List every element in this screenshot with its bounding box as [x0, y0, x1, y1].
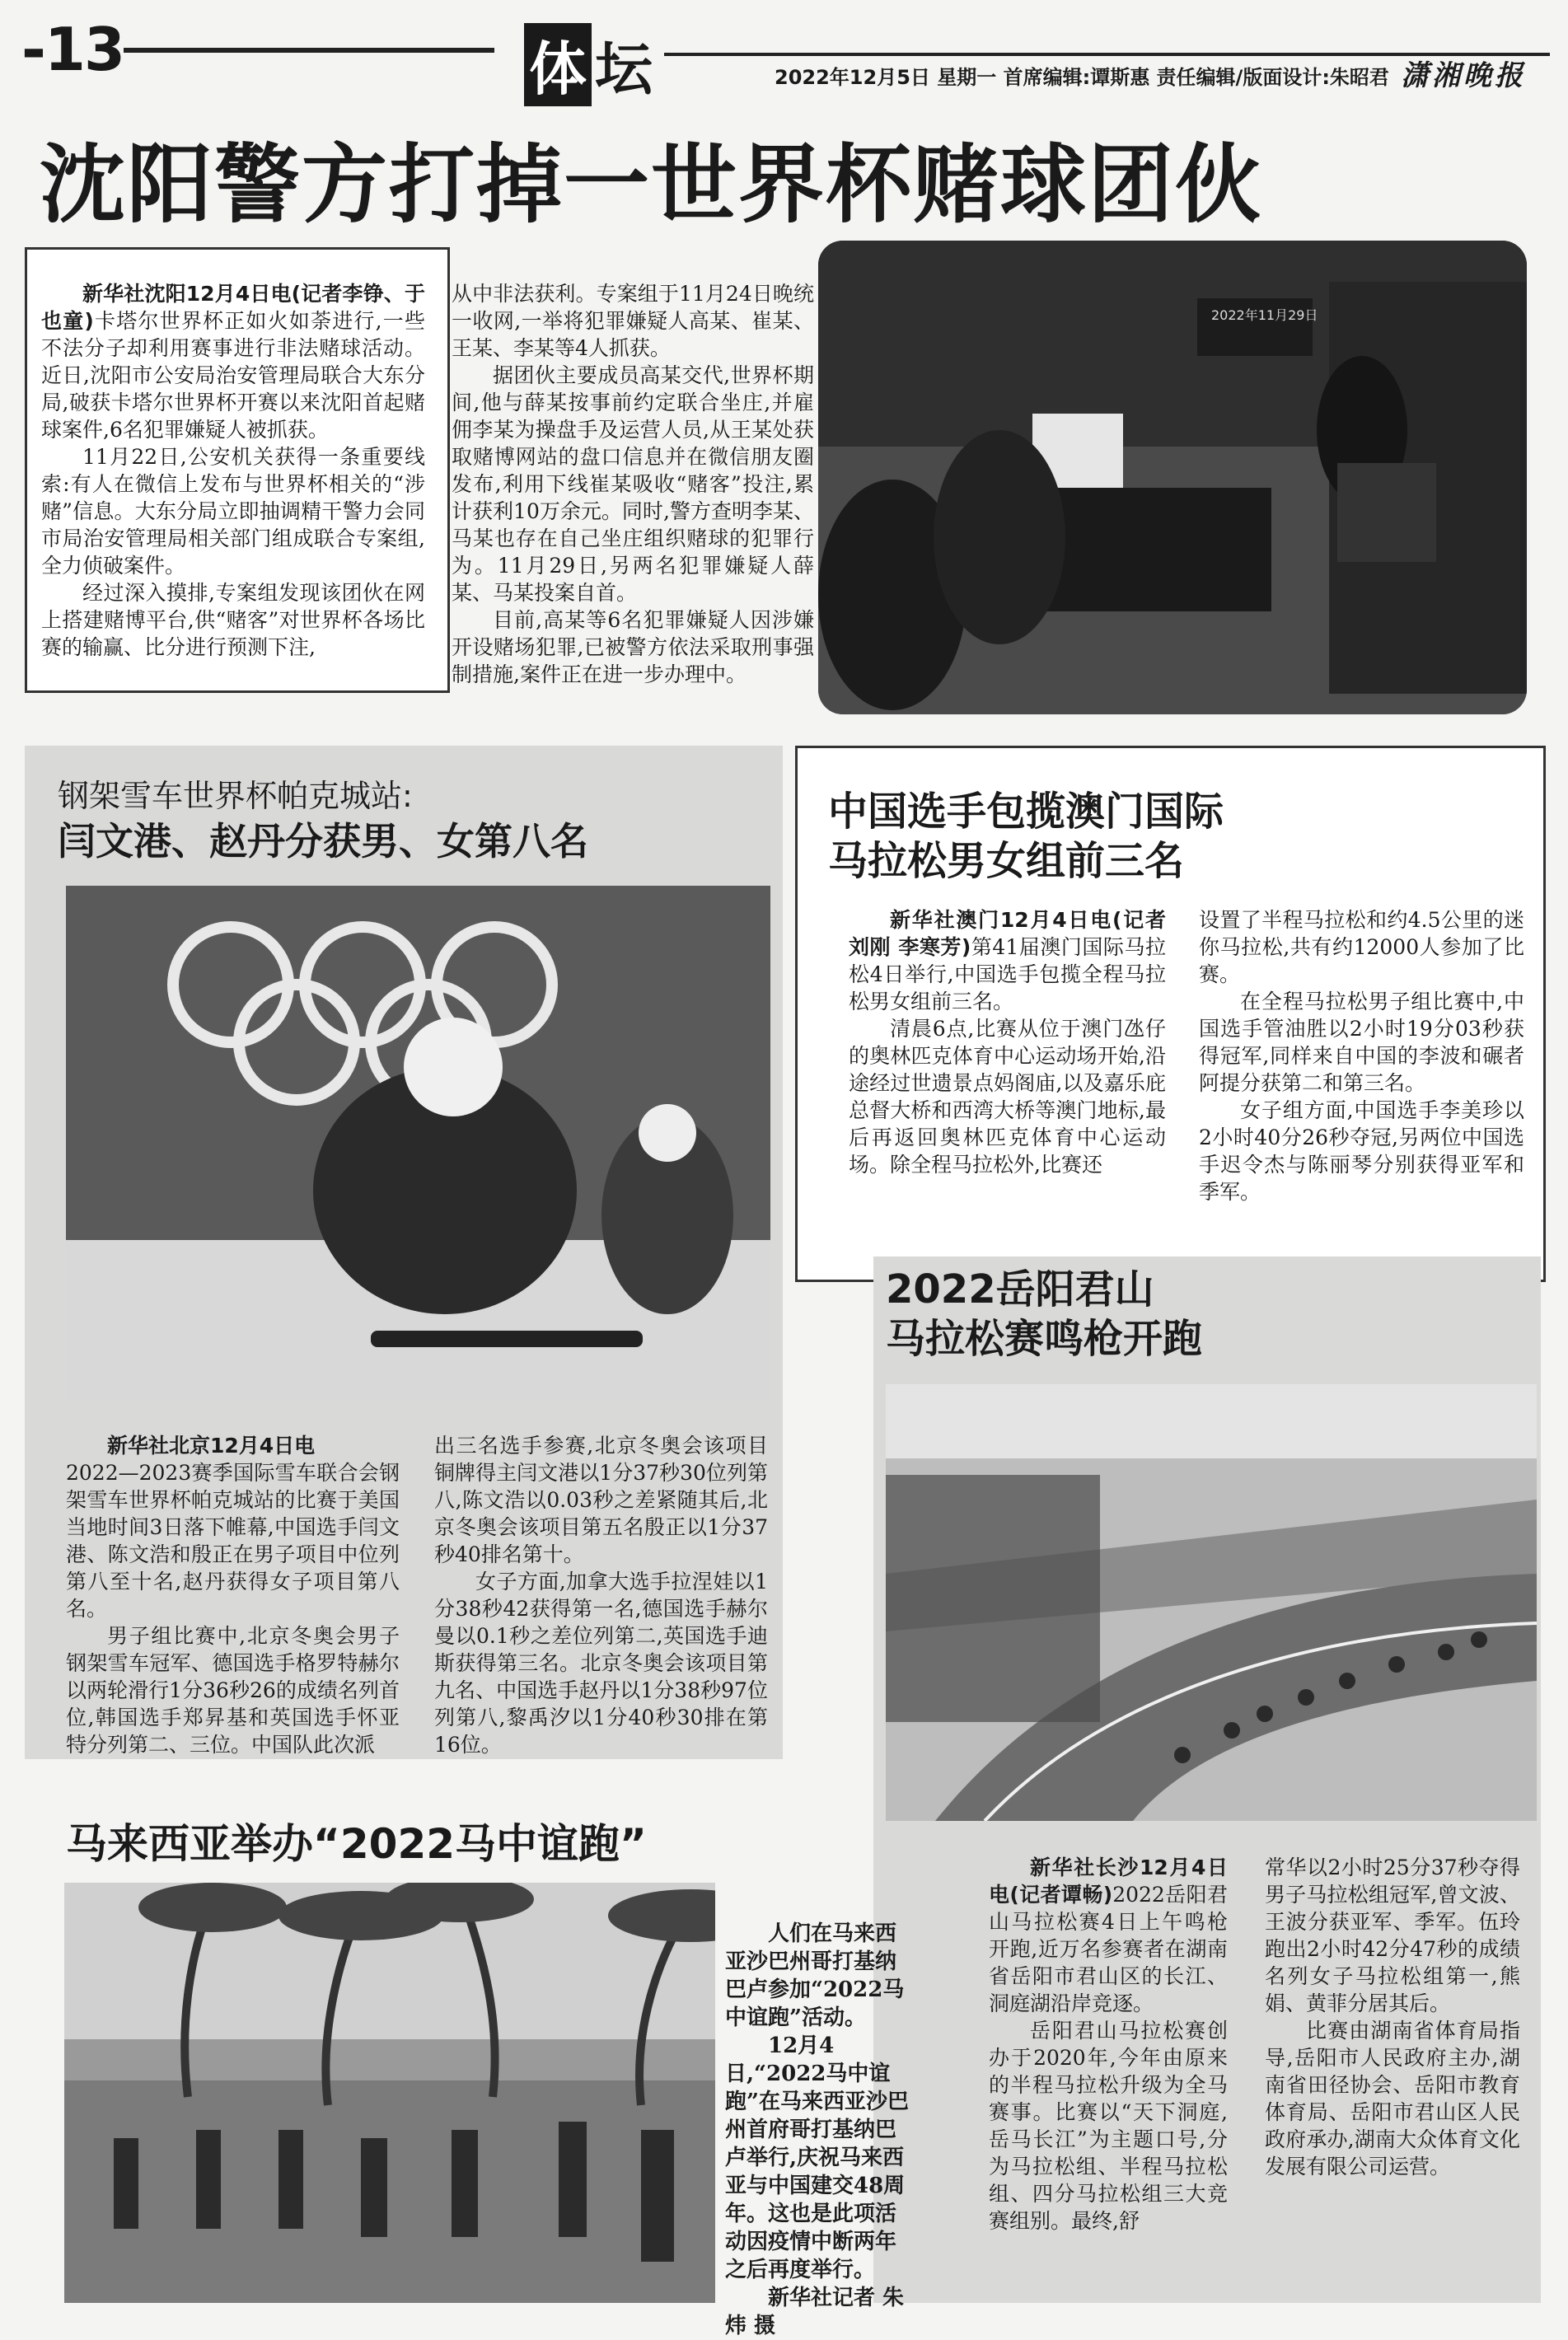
lead-col-1	[41, 280, 425, 661]
skeleton-para-3: 出三名选手参赛,北京冬奥会该项目铜牌得主闫文港以1分37秒30位列第八,陈文浩以0.03秒之差紧随其后,北京冬奥会该项目第五名殷正以1分37秒40排名第十。	[434, 1434, 768, 1566]
yueyang-para-2: 岳阳君山马拉松赛创办于2020年,今年由原来的半程马拉松升级为全马赛事。比赛以“天下洞庭,岳马长江”为主题口号,分为马拉松组、半程马拉松组、四分马拉松组三大竞赛组别。最终,舒	[989, 2019, 1228, 2233]
lead-headline: 沈阳警方打掉一世界杯赌球团伙	[40, 134, 1263, 235]
yueyang-para-3: 常华以2小时25分37秒夺得男子马拉松组冠军,曾文波、王波分获亚军、季军。伍玲跑出2小时42分47秒的成绩名列女子马拉松组第一,熊娟、黄菲分居其后。	[1265, 1856, 1520, 2015]
skeleton-para-1: 2022—2023赛季国际雪车联合会钢架雪车世界杯帕克城站的比赛于美国当地时间3日落下帷幕,中国选手闫文港、陈文浩和殷正在男子项目中位列第八至十名,赵丹获得女子项目第八名。	[66, 1461, 400, 1621]
yueyang-col-1	[989, 1854, 1228, 2235]
yueyang-col-2	[1265, 1854, 1520, 2180]
skeleton-photo	[66, 886, 770, 1401]
lead-para-4: 从中非法获利。专案组于11月24日晚统一收网,一举将犯罪嫌疑人高某、崔某、王某、李某等4人抓获。	[452, 282, 814, 360]
skeleton-col-2	[434, 1432, 768, 1758]
malaysia-caption-1: 人们在马来西亚沙巴州哥打基纳巴卢参加“2022马中谊跑”活动。	[725, 1921, 905, 2030]
date-line: 2022年12月5日 星期一 首席编辑:谭斯惠 责任编辑/版面设计:朱昭君	[775, 66, 1389, 89]
macau-headline	[828, 787, 1224, 886]
macau-headline-line-2: 马拉松男女组前三名	[828, 838, 1185, 884]
skeleton-para-4: 女子方面,加拿大选手拉涅娃以1分38秒42获得第一名,德国选手赫尔曼以0.1秒之差位列第二,英国选手迪斯获得第三名。北京冬奥会该项目第九名、中国选手赵丹以1分38秒97位列第八,黎禹汐以1分40秒30排在第16位。	[434, 1570, 768, 1757]
lead-para-6: 目前,高某等6名犯罪嫌疑人因涉嫌开设赌场犯罪,已被警方依法采取刑事强制措施,案件正在进一步办理中。	[452, 608, 814, 686]
yueyang-headline-line-2: 马拉松赛鸣枪开跑	[886, 1316, 1203, 1362]
skeleton-kicker: 钢架雪车世界杯帕克城站:	[58, 778, 413, 814]
lead-photo-interrogation	[818, 241, 1527, 714]
yueyang-headline	[886, 1265, 1202, 1364]
yueyang-photo	[886, 1384, 1537, 1821]
skeleton-para-2: 男子组比赛中,北京冬奥会男子钢架雪车冠军、德国选手格罗特赫尔以两轮滑行1分36秒26的成绩名列首位,韩国选手郑昇基和英国选手怀亚特分列第二、三位。中国队此次派	[66, 1624, 400, 1757]
macau-col-2	[1199, 906, 1524, 1205]
macau-col-1	[849, 906, 1166, 1178]
lead-para-1: 卡塔尔世界杯正如火如荼进行,一些不法分子却利用赛事进行非法赌球活动。近日,沈阳市公安局治安管理局联合大东分局,破获卡塔尔世界杯开赛以来沈阳首起赌球案件,6名犯罪嫌疑人被抓获。	[41, 309, 425, 442]
yueyang-headline-line-1: 2022岳阳君山	[886, 1266, 1154, 1313]
header-rule-left	[124, 48, 494, 53]
lead-para-3: 经过深入摸排,专案组发现该团伙在网上搭建赌博平台,供“赌客”对世界杯各场比赛的输赢、比分进行预测下注,	[41, 581, 425, 659]
section-char-2: 坛	[595, 35, 653, 103]
section-title	[524, 23, 653, 106]
macau-para-5: 女子组方面,中国选手李美珍以2小时40分26秒夺冠,另两位中国选手迟令杰与陈丽琴分别获得亚军和季军。	[1199, 1098, 1524, 1204]
skeleton-headline: 闫文港、赵丹分获男、女第八名	[58, 819, 588, 863]
malaysia-caption	[725, 1920, 910, 2340]
section-char-1: 体	[524, 23, 592, 106]
macau-para-1: 第41届澳门国际马拉松4日举行,中国选手包揽全程马拉松男女组前三名。	[849, 935, 1166, 1013]
malaysia-photo	[64, 1883, 715, 2303]
lead-col-2	[452, 280, 814, 688]
paper-logo: 潇湘晚报	[1401, 59, 1526, 92]
malaysia-caption-2: 12月4日,“2022马中谊跑”在马来西亚沙巴州首府哥打基纳巴卢举行,庆祝马来西亚与中国建交48周年。这也是此项活动因疫情中断两年之后再度举行。	[725, 2033, 909, 2282]
yueyang-para-4: 比赛由湖南省体育局指导,岳阳市人民政府主办,湖南省田径协会、岳阳市教育体育局、岳阳市君山区人民政府承办,湖南大众体育文化发展有限公司运营。	[1265, 2019, 1520, 2179]
macau-dateline: 新华社澳门12月4日电(记者刘刚 李寒芳)	[849, 908, 1166, 959]
malaysia-headline: 马来西亚举办“2022马中谊跑”	[66, 1820, 647, 1868]
yueyang-para-1: 2022岳阳君山马拉松赛4日上午鸣枪开跑,近万名参赛者在湖南省岳阳市君山区的长江、洞庭湖沿岸竞逐。	[989, 1883, 1228, 2015]
lead-dateline: 新华社沈阳12月4日电(记者李铮、于也童)	[41, 282, 425, 333]
malaysia-credit: 新华社记者 朱炜 摄	[725, 2286, 905, 2338]
lead-para-2: 11月22日,公安机关获得一条重要线索:有人在微信上发布与世界杯相关的“涉赌”信息。大东分局立即抽调精干警力会同市局治安管理局相关部门组成联合专案组,全力侦破案件。	[41, 445, 425, 578]
macau-para-2: 清晨6点,比赛从位于澳门氹仔的奥林匹克体育中心运动场开始,沿途经过世遗景点妈阁庙,以及嘉乐庇总督大桥和西湾大桥等澳门地标,最后再返回奥林匹克体育中心运动场。除全程马拉松外,比赛还	[849, 1017, 1166, 1177]
lead-para-5: 据团伙主要成员高某交代,世界杯期间,他与薛某按事前约定联合坐庄,并雇佣李某为操盘手及运营人员,从王某处获取赌博网站的盘口信息并在微信朋友圈发布,利用下线崔某吸收“赌客”投注,累计获利10万余元。同时,警方查明李某、马某也存在自己坐庄组织赌球的犯罪行为。11月29日,另两名犯罪嫌疑人薛某、马某投案自首。	[452, 363, 814, 605]
photo-timestamp: 2022年11月29日	[1211, 307, 1318, 323]
page-number: -13	[21, 15, 124, 84]
macau-para-3: 设置了半程马拉松和约4.5公里的迷你马拉松,共有约12000人参加了比赛。	[1199, 908, 1524, 986]
macau-para-4: 在全程马拉松男子组比赛中,中国选手管油胜以2小时19分03秒获得冠军,同样来自中国的李波和碾者阿提分获第二和第三名。	[1199, 990, 1524, 1095]
yueyang-dateline: 新华社长沙12月4日电(记者谭畅)	[989, 1856, 1228, 1907]
macau-headline-line-1: 中国选手包揽澳门国际	[828, 789, 1224, 835]
skeleton-col-1	[66, 1432, 400, 1758]
skeleton-dateline: 新华社北京12月4日电	[107, 1434, 316, 1458]
